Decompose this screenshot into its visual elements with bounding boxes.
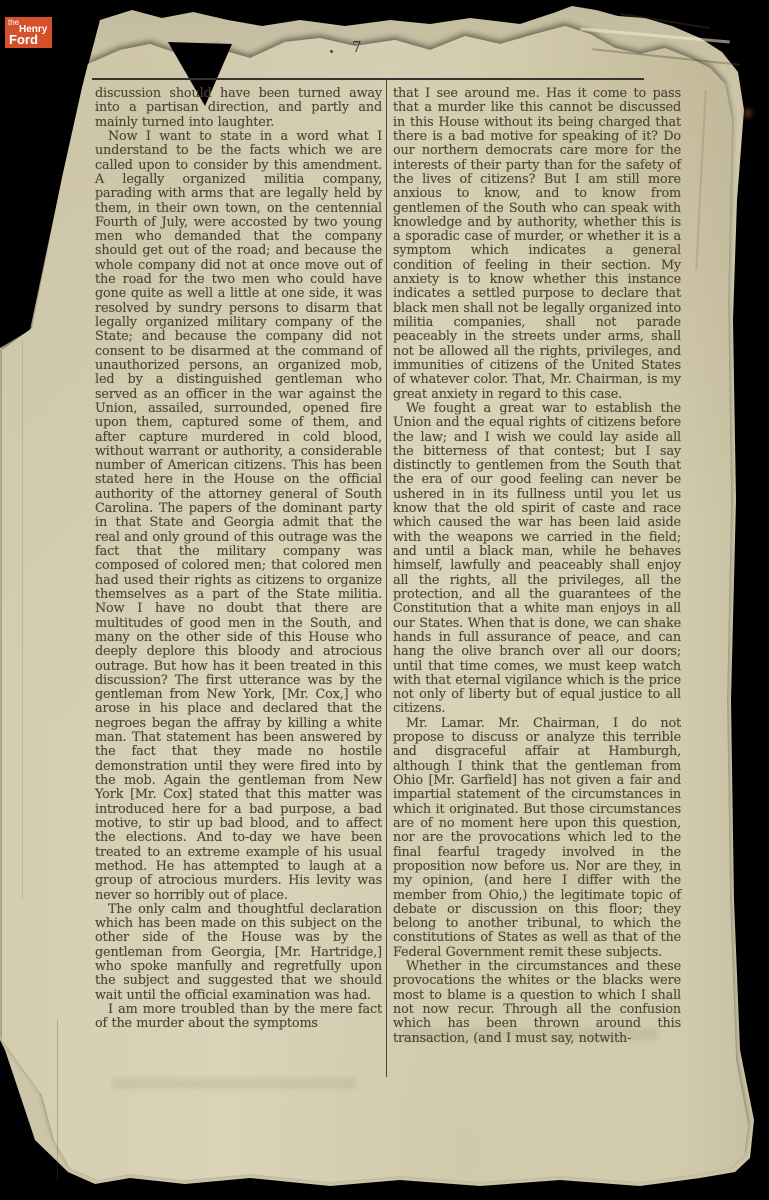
logo-word-ford: Ford xyxy=(9,32,38,47)
paragraph: discussion should have been turned away into a partisan direction, and partly and mainly turned into laughter. xyxy=(95,86,382,130)
paragraph: We fought a great war to establish the Union and the equal rights of citizens before the law; and I wish we could lay aside all the bitterness of that contest; but I say distinctly to gentlemen from the South that the era of our good feeling can never be ushered in in its fullness until you let us know that the old spirit of caste and race which caused the war has been laid aside with the weapons we carried in the field; and until a black man, while he behaves himself, lawfully and peaceably shall enjoy all the rights, all the privileges, all the protection, and all the guarantees of the Constitution that a white man enjoys in all our States. When that is done, we can shake hands in full assurance of peace, and can hang the olive branch over all our doors; until that time comes, we must keep watch with that eternal vigilance which is the price not only of liberty but of equal justice to all citizens. xyxy=(393,400,681,717)
paragraph: Now I want to state in a word what I understand to be the facts which we are called upon to consider by this amendment. A legally organized militia company, parading with arms that are legally held by them, in their own town, on the centennial Fourth of July, were accosted by two young men who demanded that the company should get out of the road; and because the whole company did not at once move out of the road for the two men who could have gone quite as well a little at one side, it was resolved by sundry persons to disarm that legally organized military company of the State; and because the company did not consent to be disarmed at the command of unauthorized persons, an organized mob, led by a distinguished gentleman who served as an officer in the war against the Union, assailed, surrounded, opened fire upon them, captured some of them, and after capture murdered in cold blood, without warrant or authority, a considerable number of American citizens. This has been stated here in the House on the official authority of the attorney general of South Carolina. The papers of the dominant party in that State and Georgia admit that the real and only ground of this outrage was the fact that the military company was composed of colored men; that colored men had used their rights as citizens to organize themselves as a part of the State militia. Now I have no doubt that there are multitudes of good men in the South, and many on the other side of this House who deeply deplore this bloody and atrocious outrage. But how has it been treated in this discussion? The first utterance was by the gentleman from New York, [Mr. Cox,] who arose in his place and declared that the negroes began the affray by killing a white man. That statement has been answered by the fact that they made no hostile demonstration until they were fired into by the mob. Again the gentleman from New York [Mr. Cox] stated that this matter was introduced here for a bad purpose, a bad motive, to stir up bad blood, and to affect the elections. And to-day we have been treated to an extreme example of his usual method. He has attempted to laugh at a group of atrocious murders. His levity was never so horribly out of place. xyxy=(95,128,382,903)
logo-word-the: the xyxy=(8,18,20,27)
page-number: 7 xyxy=(352,38,363,56)
column-divider-rule xyxy=(386,79,387,1077)
the-henry-ford-logo xyxy=(5,17,52,48)
paragraph: Mr. Lamar. Mr. Chairman, I do not propose to discuss or analyze this terrible and disgraceful affair at Hamburgh, although I think that the gentleman from Ohio [Mr. Garfield] has not given a fair and impartial statement of the circumstances in which it originated. But those circumstances are of no moment here upon this question, nor are the provocations which led to the final fearful tragedy involved in the proposition now before us. Nor are they, in my opinion, (and here I differ with the member from Ohio,) the legitimate topic of debate or discussion on this floor; they belong to another tribunal, to which the constitutions of States as well as that of the Federal Government remit these subjects. xyxy=(393,715,681,960)
left-text-column xyxy=(95,87,382,1032)
right-text-column xyxy=(393,87,681,1046)
paragraph: The only calm and thoughtful declaration which has been made on this subject on the other side of the House was by the gentleman from Georgia, [Mr. Hartridge,] who spoke manfully and regretfully upon the subject and suggested that we should wait until the official examination was had. xyxy=(95,901,382,1003)
header-rule xyxy=(92,78,644,80)
paragraph: that I see around me. Has it come to pass that a murder like this cannot be discussed in this House without its being charged that there is a bad motive for speaking of it? Do our northern democrats care more for the interests of their party than for the safety of the lives of citizens? But I am still more anxious to know, and to know from gentlemen of the South who can speak with knowledge and by authority, whether this is a sporadic case of murder, or whether it is a symptom which indicates a general condition of feeling in their section. My anxiety is to know whether this instance indicates a settled purpose to declare that black men shall not be legally organized into militia companies, shall not parade peaceably in the streets under arms, shall not be allowed all the rights, privileges, and immunities of citizens of the United States of whatever color. That, Mr. Chairman, is my great anxiety in regard to this case. xyxy=(393,86,681,402)
paragraph: I am more troubled than by the mere fact of the murder about the symptoms xyxy=(95,1002,382,1032)
logo-word-henry: Henry xyxy=(19,24,48,35)
ink-speck xyxy=(330,50,333,53)
paragraph: Whether in the circumstances and these provocations the whites or the blacks were most to blame is a question to which I shall not now recur. Through all the confusion which has been thrown around this transaction, (and I must say, notwith- xyxy=(393,959,681,1046)
